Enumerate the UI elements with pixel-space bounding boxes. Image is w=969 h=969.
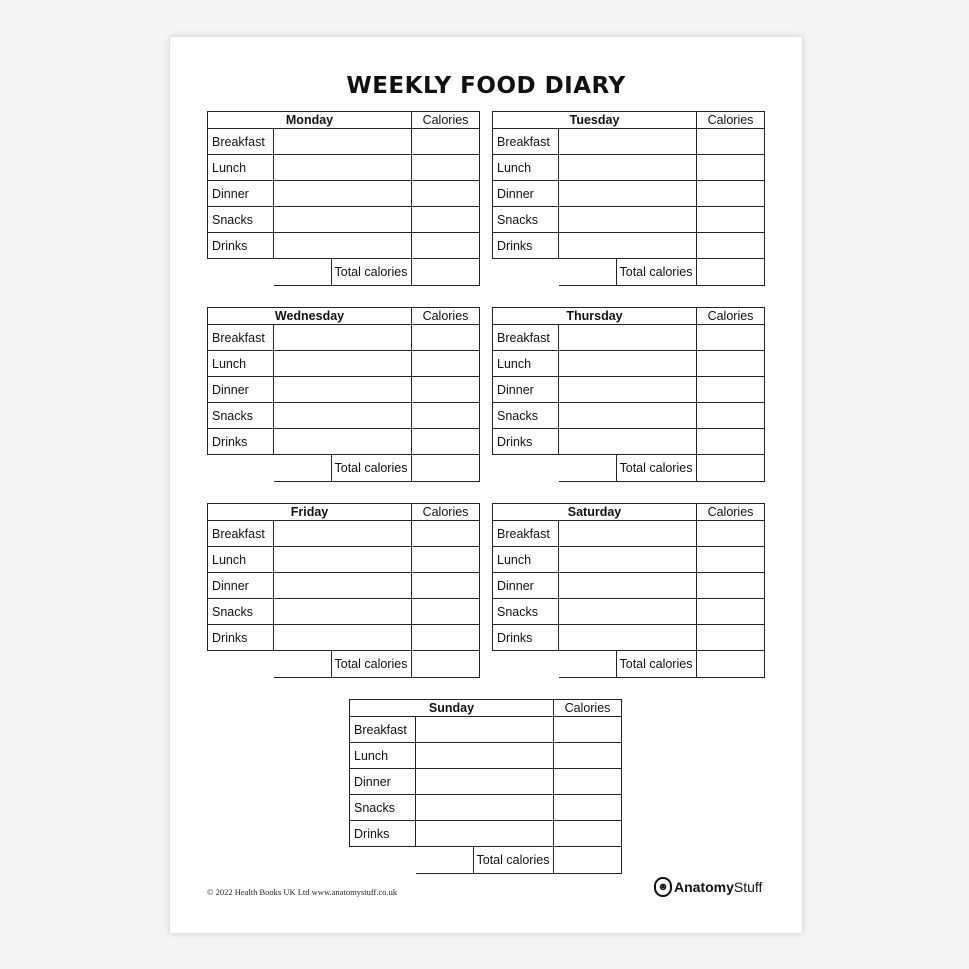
calories-header: Calories [412,112,480,129]
day-table-tuesday [492,111,764,293]
calories-entry-cell[interactable] [412,155,480,181]
food-entry-cell[interactable] [274,129,412,155]
food-entry-cell[interactable] [559,429,697,455]
calories-entry-cell[interactable] [697,521,765,547]
total-calories-label-cell [274,259,412,286]
meal-label: Snacks [493,403,559,429]
total-calories-label: Total calories [331,455,408,481]
day-table-sunday [349,699,621,881]
calories-entry-cell[interactable] [412,129,480,155]
food-entry-cell[interactable] [274,377,412,403]
food-entry-cell[interactable] [559,521,697,547]
calories-entry-cell[interactable] [554,769,622,795]
meal-label: Snacks [493,207,559,233]
meal-label: Dinner [493,573,559,599]
day-name: Monday [208,112,412,129]
meal-row [350,769,622,795]
total-calories-label: Total calories [331,651,408,677]
meal-label: Dinner [208,377,274,403]
total-calories-entry-cell[interactable] [412,259,480,286]
calories-entry-cell[interactable] [412,573,480,599]
meal-row [208,547,480,573]
meal-label: Snacks [208,207,274,233]
meal-row [493,377,765,403]
calories-entry-cell[interactable] [554,743,622,769]
meal-row [493,207,765,233]
total-calories-entry-cell[interactable] [412,651,480,678]
logo-text-light: Stuff [733,879,763,895]
day-name: Saturday [493,504,697,521]
meal-label: Lunch [493,155,559,181]
day-table-thursday [492,307,764,489]
total-calories-label-cell [274,455,412,482]
meal-label: Drinks [208,233,274,259]
meal-label: Drinks [208,625,274,651]
food-entry-cell[interactable] [559,403,697,429]
meal-row [208,129,480,155]
blank-cell [208,651,274,678]
meal-label: Lunch [208,155,274,181]
food-entry-cell[interactable] [416,769,554,795]
total-row [350,847,622,874]
calories-entry-cell[interactable] [412,521,480,547]
calories-entry-cell[interactable] [554,795,622,821]
total-calories-entry-cell[interactable] [697,651,765,678]
calories-entry-cell[interactable] [554,717,622,743]
total-calories-entry-cell[interactable] [412,455,480,482]
meal-row [208,521,480,547]
food-entry-cell[interactable] [274,325,412,351]
meal-row [493,429,765,455]
meal-label: Dinner [493,377,559,403]
calories-entry-cell[interactable] [412,547,480,573]
calories-entry-cell[interactable] [697,403,765,429]
meal-label: Drinks [493,625,559,651]
calories-header: Calories [412,504,480,521]
meal-row [208,403,480,429]
meal-label: Lunch [493,351,559,377]
food-entry-cell[interactable] [559,573,697,599]
meal-label: Lunch [208,547,274,573]
calories-entry-cell[interactable] [697,207,765,233]
total-row [493,651,765,678]
total-calories-label: Total calories [616,259,693,285]
day-name: Sunday [350,700,554,717]
total-row [493,455,765,482]
meal-label: Snacks [208,403,274,429]
total-calories-label: Total calories [616,455,693,481]
calories-entry-cell[interactable] [554,821,622,847]
food-entry-cell[interactable] [559,377,697,403]
meal-row [493,625,765,651]
calories-entry-cell[interactable] [697,377,765,403]
food-entry-cell[interactable] [274,351,412,377]
day-table-saturday [492,503,764,685]
meal-label: Lunch [493,547,559,573]
total-row [208,259,480,286]
meal-label: Snacks [208,599,274,625]
anatomy-head-icon: ☻ [654,877,672,897]
meal-label: Lunch [350,743,416,769]
diary-sheet [170,37,802,933]
calories-entry-cell[interactable] [412,351,480,377]
calories-entry-cell[interactable] [412,181,480,207]
calories-header: Calories [697,504,765,521]
food-entry-cell[interactable] [559,325,697,351]
meal-row [208,181,480,207]
food-entry-cell[interactable] [559,129,697,155]
anatomystuff-logo [654,877,762,897]
meal-label: Breakfast [493,129,559,155]
meal-label: Dinner [350,769,416,795]
food-entry-cell[interactable] [274,599,412,625]
calories-header: Calories [554,700,622,717]
food-entry-cell[interactable] [559,351,697,377]
food-entry-cell[interactable] [559,547,697,573]
meal-row [350,795,622,821]
meal-label: Drinks [493,233,559,259]
food-entry-cell[interactable] [416,821,554,847]
day-table-wednesday [207,307,479,489]
calories-header: Calories [697,112,765,129]
meal-label: Breakfast [350,717,416,743]
calories-entry-cell[interactable] [697,429,765,455]
calories-header: Calories [697,308,765,325]
meal-label: Snacks [350,795,416,821]
meal-label: Snacks [493,599,559,625]
meal-row [493,351,765,377]
total-calories-label: Total calories [331,259,408,285]
calories-header: Calories [412,308,480,325]
meal-row [493,403,765,429]
calories-entry-cell[interactable] [412,207,480,233]
food-entry-cell[interactable] [274,521,412,547]
meal-row [208,325,480,351]
total-calories-entry-cell[interactable] [554,847,622,874]
meal-row [493,521,765,547]
food-entry-cell[interactable] [416,795,554,821]
total-calories-label-cell [274,651,412,678]
calories-entry-cell[interactable] [697,547,765,573]
meal-row [208,351,480,377]
meal-row [493,129,765,155]
food-entry-cell[interactable] [559,625,697,651]
total-calories-label-cell [416,847,554,874]
calories-entry-cell[interactable] [412,625,480,651]
calories-entry-cell[interactable] [697,181,765,207]
day-name: Tuesday [493,112,697,129]
blank-cell [493,259,559,286]
food-entry-cell[interactable] [274,403,412,429]
calories-entry-cell[interactable] [697,155,765,181]
blank-cell [493,455,559,482]
page-title: WEEKLY FOOD DIARY [346,73,626,99]
blank-cell [493,651,559,678]
day-name: Thursday [493,308,697,325]
meal-row [493,573,765,599]
total-row [208,651,480,678]
blank-cell [350,847,416,874]
food-entry-cell[interactable] [559,155,697,181]
total-calories-label-cell [559,455,697,482]
meal-label: Drinks [493,429,559,455]
day-name: Wednesday [208,308,412,325]
total-calories-entry-cell[interactable] [697,455,765,482]
food-entry-cell[interactable] [274,207,412,233]
blank-cell [208,259,274,286]
meal-row [350,821,622,847]
meal-label: Dinner [208,573,274,599]
total-row [208,455,480,482]
calories-entry-cell[interactable] [697,573,765,599]
blank-cell [208,455,274,482]
meal-row [493,181,765,207]
calories-entry-cell[interactable] [697,129,765,155]
calories-entry-cell[interactable] [412,403,480,429]
day-name: Friday [208,504,412,521]
meal-row [493,325,765,351]
meal-row [493,155,765,181]
calories-entry-cell[interactable] [412,599,480,625]
food-entry-cell[interactable] [274,625,412,651]
meal-row [208,599,480,625]
meal-label: Breakfast [493,325,559,351]
meal-row [208,233,480,259]
food-entry-cell[interactable] [274,233,412,259]
meal-row [350,743,622,769]
food-entry-cell[interactable] [416,717,554,743]
meal-label: Drinks [208,429,274,455]
day-table-friday [207,503,479,685]
calories-entry-cell[interactable] [412,429,480,455]
meal-label: Lunch [208,351,274,377]
total-calories-label: Total calories [473,847,550,873]
calories-entry-cell[interactable] [697,599,765,625]
copyright-text: © 2022 Health Books UK Ltd www.anatomystuff.co.uk [207,887,398,897]
meal-row [493,547,765,573]
meal-row [493,599,765,625]
meal-row [208,207,480,233]
food-entry-cell[interactable] [274,573,412,599]
meal-label: Breakfast [208,129,274,155]
meal-row [208,625,480,651]
meal-label: Dinner [493,181,559,207]
calories-entry-cell[interactable] [697,233,765,259]
total-row [493,259,765,286]
food-entry-cell[interactable] [274,181,412,207]
food-entry-cell[interactable] [559,181,697,207]
food-entry-cell[interactable] [274,547,412,573]
food-entry-cell[interactable] [559,207,697,233]
meal-row [493,233,765,259]
food-entry-cell[interactable] [274,155,412,181]
food-entry-cell[interactable] [416,743,554,769]
calories-entry-cell[interactable] [697,325,765,351]
meal-label: Breakfast [208,521,274,547]
meal-label: Dinner [208,181,274,207]
total-calories-entry-cell[interactable] [697,259,765,286]
total-calories-label: Total calories [616,651,693,677]
meal-label: Breakfast [493,521,559,547]
meal-row [208,155,480,181]
logo-text-bold: Anatomy [674,879,734,895]
meal-row [208,429,480,455]
food-entry-cell[interactable] [559,233,697,259]
calories-entry-cell[interactable] [697,351,765,377]
day-table-monday [207,111,479,293]
meal-label: Drinks [350,821,416,847]
food-entry-cell[interactable] [559,599,697,625]
food-entry-cell[interactable] [274,429,412,455]
total-calories-label-cell [559,259,697,286]
meal-row [208,377,480,403]
meal-row [208,573,480,599]
calories-entry-cell[interactable] [697,625,765,651]
calories-entry-cell[interactable] [412,325,480,351]
meal-row [350,717,622,743]
calories-entry-cell[interactable] [412,233,480,259]
total-calories-label-cell [559,651,697,678]
calories-entry-cell[interactable] [412,377,480,403]
meal-label: Breakfast [208,325,274,351]
